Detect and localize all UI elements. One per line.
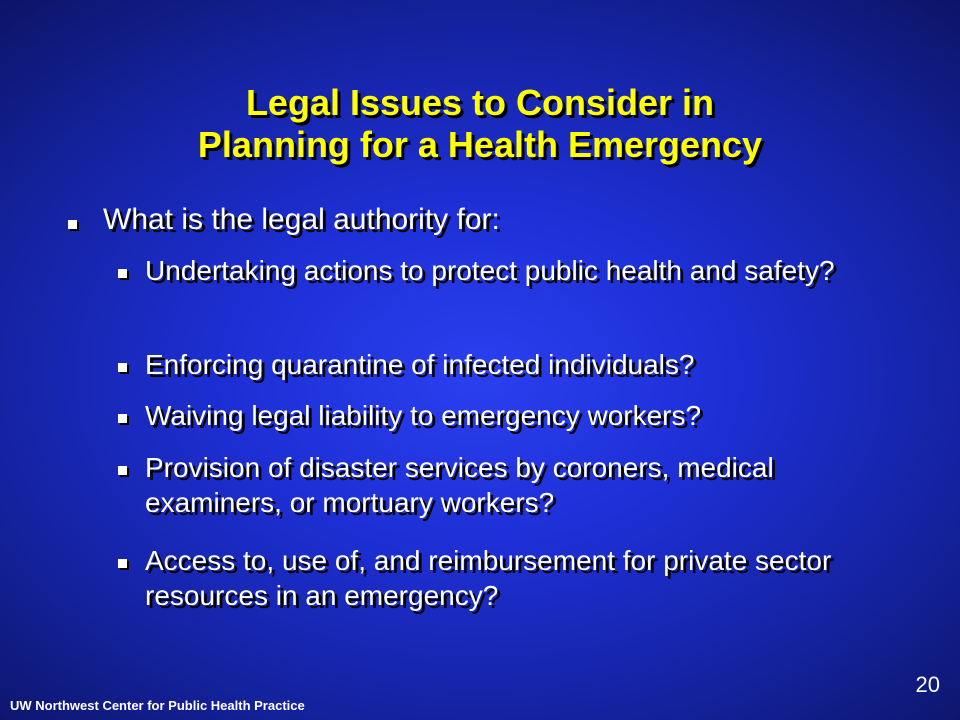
square-bullet-icon xyxy=(118,269,127,278)
square-bullet-icon xyxy=(68,220,77,229)
sub-bullet-text: Waiving legal liability to emergency workers? xyxy=(145,400,702,431)
sub-bullet-text: Provision of disaster services by coroners, medical examiners, or mortuary workers? xyxy=(145,452,774,518)
title-line-1: Legal Issues to Consider in xyxy=(245,82,715,123)
square-bullet-icon xyxy=(118,363,127,372)
square-bullet-icon xyxy=(118,466,127,475)
sub-bullet-text: Enforcing quarantine of infected individuals? xyxy=(145,349,695,380)
square-bullet-icon xyxy=(118,414,127,423)
sub-bullet-text: Access to, use of, and reimbursement for private sector resources in an emergency? xyxy=(145,545,832,611)
sub-bullet xyxy=(145,543,905,613)
page-number: 20 xyxy=(915,672,940,697)
sub-bullet-text: Undertaking actions to protect public health and safety? xyxy=(145,255,835,286)
sub-bullet xyxy=(145,398,905,433)
square-bullet-icon xyxy=(118,559,127,568)
sub-bullet xyxy=(145,253,905,288)
sub-bullet xyxy=(145,347,905,382)
footer-organization: UW Northwest Center for Public Health Practice xyxy=(10,698,305,713)
title-line-2: Planning for a Health Emergency xyxy=(197,124,763,165)
sub-bullet xyxy=(145,450,905,520)
main-bullet xyxy=(103,202,500,238)
main-bullet-text: What is the legal authority for: xyxy=(103,203,500,236)
